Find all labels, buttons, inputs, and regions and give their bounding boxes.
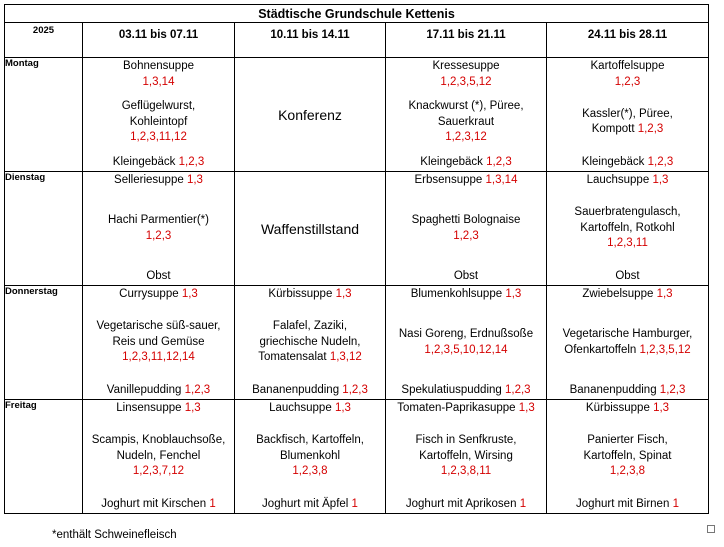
allergen-codes: 1,2,3 bbox=[659, 383, 686, 396]
soup-name: Blumenkohlsuppe bbox=[410, 288, 503, 300]
main-dish-line: Fisch in Senfkruste, bbox=[415, 434, 517, 447]
menu-cell bbox=[547, 286, 709, 400]
soup-name: Tomaten-Paprikasuppe bbox=[397, 402, 516, 414]
soup-name: Bohnensuppe bbox=[123, 60, 194, 72]
allergen-codes: 1,3 bbox=[186, 174, 203, 186]
allergen-codes: 1,2,3,8 bbox=[292, 465, 328, 478]
allergen-codes: 1,2,3 bbox=[178, 155, 205, 168]
dessert-name: Kleingebäck bbox=[112, 155, 176, 168]
week-header: 10.11 bis 14.11 bbox=[235, 23, 386, 58]
day-row bbox=[5, 400, 709, 514]
main-dish bbox=[399, 327, 533, 358]
main-dish bbox=[583, 433, 671, 480]
dessert-name: Spekulatiuspudding bbox=[401, 383, 502, 396]
main-dish-line: Falafel, Zaziki, bbox=[272, 320, 348, 333]
dessert-name: Obst bbox=[615, 269, 640, 282]
menu-cell-content bbox=[386, 400, 546, 513]
soup-name: Lauchsuppe bbox=[586, 174, 650, 186]
main-dish bbox=[92, 433, 226, 480]
main-dish bbox=[574, 205, 680, 252]
week-header: 03.11 bis 07.11 bbox=[83, 23, 235, 58]
menu-cell bbox=[83, 172, 235, 286]
soup bbox=[432, 59, 499, 90]
main-dish-line: Tomatensalat bbox=[258, 351, 327, 364]
soup bbox=[114, 173, 203, 189]
allergen-codes: 1,2,3 bbox=[184, 383, 211, 396]
dessert bbox=[406, 497, 526, 513]
day-rows bbox=[5, 58, 709, 514]
allergen-codes: 1,2,3,11,12,14 bbox=[122, 351, 195, 364]
day-row bbox=[5, 58, 709, 172]
allergen-codes: 1 bbox=[209, 497, 216, 510]
soup-name: Erbsensuppe bbox=[414, 174, 483, 186]
dessert-name: Joghurt mit Birnen bbox=[576, 497, 670, 510]
soup bbox=[268, 287, 351, 303]
allergen-codes: 1 bbox=[351, 497, 358, 510]
week-header: 24.11 bis 28.11 bbox=[547, 23, 709, 58]
main-dish-line: Sauerkraut bbox=[437, 115, 495, 128]
menu-cell bbox=[83, 400, 235, 514]
menu-cell-content bbox=[83, 58, 234, 171]
allergen-codes: 1,2,3,8,11 bbox=[440, 465, 492, 478]
main-dish-line: Hachi Parmentier(*) bbox=[108, 214, 209, 226]
day-name: Freitag bbox=[5, 400, 83, 514]
dessert-name: Kleingebäck bbox=[581, 155, 645, 168]
menu-cell-content bbox=[547, 286, 708, 399]
soup bbox=[591, 59, 665, 90]
day-name: Montag bbox=[5, 58, 83, 172]
dessert bbox=[454, 269, 478, 285]
allergen-codes: 1,3 bbox=[335, 288, 352, 300]
menu-cell bbox=[386, 286, 547, 400]
menu-cell bbox=[547, 400, 709, 514]
menu-cell bbox=[547, 58, 709, 172]
dessert bbox=[401, 383, 530, 399]
main-dish bbox=[108, 213, 209, 244]
soup-name: Linsensuppe bbox=[116, 402, 182, 414]
menu-cell-content bbox=[386, 172, 546, 285]
allergen-codes: 1,3,14 bbox=[485, 174, 518, 186]
menu-cell-content bbox=[386, 286, 546, 399]
menu-cell-content bbox=[547, 58, 708, 171]
day-row bbox=[5, 286, 709, 400]
dessert-name: Obst bbox=[453, 269, 479, 282]
dessert bbox=[420, 155, 511, 171]
main-dish bbox=[416, 433, 517, 480]
allergen-codes: 1,3 bbox=[184, 402, 201, 414]
allergen-codes: 1,3 bbox=[656, 288, 673, 300]
soup-name: Kartoffelsuppe bbox=[590, 60, 665, 72]
main-dish bbox=[408, 99, 523, 146]
dessert bbox=[615, 269, 639, 285]
dessert bbox=[582, 155, 673, 171]
allergen-codes: 1,2,3 bbox=[145, 229, 172, 242]
menu-cell-content bbox=[547, 400, 708, 513]
menu-cell bbox=[386, 58, 547, 172]
week-header: 17.11 bis 21.11 bbox=[386, 23, 547, 58]
main-dish bbox=[256, 433, 364, 480]
allergen-codes: 1,3,12 bbox=[329, 351, 362, 364]
allergen-codes: 1,2,3,5,12 bbox=[639, 343, 691, 356]
day-name: Donnerstag bbox=[5, 286, 83, 400]
menu-cell bbox=[547, 172, 709, 286]
main-dish-line: Reis und Gemüse bbox=[112, 335, 205, 348]
menu-table bbox=[4, 4, 709, 514]
dessert-name: Joghurt mit Aprikosen bbox=[405, 497, 517, 510]
soup-name: Kürbissuppe bbox=[585, 402, 650, 414]
dessert bbox=[101, 497, 215, 513]
dessert bbox=[146, 269, 170, 285]
main-dish bbox=[412, 213, 521, 244]
allergen-codes: 1,3 bbox=[505, 288, 522, 300]
main-dish-line: Kohleintopf bbox=[129, 115, 188, 128]
menu-cell bbox=[386, 172, 547, 286]
main-dish-line: griechische Nudeln, bbox=[259, 335, 361, 348]
soup bbox=[119, 287, 198, 303]
document-title: Städtische Grundschule Kettenis bbox=[5, 5, 709, 23]
dessert bbox=[113, 155, 204, 171]
year-header: 2025 bbox=[5, 23, 83, 58]
event-cell bbox=[235, 58, 386, 172]
main-dish-line: Blumenkohl bbox=[279, 449, 341, 462]
soup bbox=[415, 173, 518, 189]
event-text: Waffenstillstand bbox=[260, 220, 360, 237]
allergen-codes: 1,2,3,5,12 bbox=[440, 75, 492, 88]
dessert bbox=[252, 383, 368, 399]
dessert-name: Kleingebäck bbox=[420, 155, 483, 168]
menu-cell bbox=[235, 400, 386, 514]
soup bbox=[123, 59, 194, 90]
menu-cell bbox=[235, 286, 386, 400]
allergen-codes: 1,3,14 bbox=[142, 75, 175, 88]
soup-name: Lauchsuppe bbox=[269, 402, 332, 414]
menu-cell-content bbox=[235, 286, 385, 399]
main-dish bbox=[563, 327, 693, 358]
main-dish-line: Vegetarische süß-sauer, bbox=[96, 320, 221, 333]
dessert bbox=[262, 497, 358, 513]
main-dish-line: Kassler(*), Püree, bbox=[582, 107, 673, 120]
allergen-codes: 1,2,3 bbox=[614, 75, 641, 88]
allergen-codes: 1,2,3 bbox=[505, 383, 531, 396]
soup-name: Kürbissuppe bbox=[268, 288, 333, 300]
dessert bbox=[576, 497, 679, 513]
main-dish-line: Kartoffeln, Spinat bbox=[583, 449, 672, 462]
main-dish-line: Kompott bbox=[591, 123, 635, 136]
main-dish-line: Sauerbratengulasch, bbox=[574, 206, 681, 219]
allergen-codes: 1,3 bbox=[518, 402, 535, 414]
main-dish bbox=[582, 107, 673, 138]
allergen-codes: 1 bbox=[519, 497, 527, 510]
main-dish-line: Ofenkartoffeln bbox=[564, 343, 637, 356]
menu-cell-content bbox=[83, 400, 234, 513]
menu-cell-content bbox=[386, 58, 546, 171]
main-dish-line: Spaghetti Bolognaise bbox=[411, 214, 521, 226]
dessert bbox=[107, 383, 210, 399]
soup bbox=[397, 401, 534, 417]
event-text: Konferenz bbox=[278, 106, 342, 123]
main-dish-line: Nasi Goreng, Erdnußsoße bbox=[398, 328, 534, 340]
soup-name: Zwiebelsuppe bbox=[582, 288, 654, 300]
menu-cell-content bbox=[83, 172, 234, 285]
soup bbox=[582, 287, 672, 303]
allergen-codes: 1,2,3 bbox=[647, 155, 674, 168]
menu-cell-content bbox=[83, 286, 234, 399]
main-dish bbox=[96, 319, 220, 366]
soup-name: Selleriesuppe bbox=[114, 174, 184, 186]
menu-cell-content bbox=[235, 400, 385, 513]
allergen-codes: 1,3 bbox=[334, 402, 351, 414]
allergen-codes: 1,2,3,11 bbox=[607, 237, 648, 250]
main-dish-line: Nudeln, Fenchel bbox=[116, 449, 201, 462]
menu-cell bbox=[386, 400, 547, 514]
soup-name: Kressesuppe bbox=[432, 60, 500, 72]
main-dish-line: Vegetarische Hamburger, bbox=[562, 328, 693, 340]
soup bbox=[116, 401, 200, 417]
menu-cell bbox=[83, 286, 235, 400]
allergen-codes: 1,2,3,5,10,12,14 bbox=[424, 343, 508, 356]
menu-cell-content bbox=[547, 172, 708, 285]
allergen-codes: 1,3 bbox=[653, 402, 670, 414]
allergen-codes: 1,2,3 bbox=[486, 155, 512, 168]
soup-name: Currysuppe bbox=[119, 288, 179, 300]
soup bbox=[269, 401, 351, 417]
event-cell bbox=[235, 172, 386, 286]
allergen-codes: 1,2,3 bbox=[342, 383, 368, 396]
allergen-codes: 1,2,3 bbox=[637, 123, 664, 136]
menu-cell bbox=[83, 58, 235, 172]
main-dish bbox=[122, 99, 196, 146]
allergen-codes: 1,2,3,7,12 bbox=[132, 465, 185, 478]
allergen-codes: 1 bbox=[672, 497, 679, 510]
dessert-name: Vanillepudding bbox=[106, 383, 182, 396]
allergen-codes: 1,3 bbox=[181, 288, 198, 300]
allergen-codes: 1,3 bbox=[652, 174, 669, 186]
dessert bbox=[570, 383, 686, 399]
allergen-codes: 1,2,3,12 bbox=[445, 131, 487, 143]
footnote: *enthält Schweinefleisch bbox=[52, 529, 177, 541]
day-name: Dienstag bbox=[5, 172, 83, 286]
main-dish-line: Kartoffeln, Wirsing bbox=[419, 449, 513, 462]
main-dish bbox=[258, 319, 362, 366]
allergen-codes: 1,2,3,8 bbox=[609, 465, 646, 478]
main-dish-line: Geflügelwurst, bbox=[121, 100, 196, 112]
dessert-name: Joghurt mit Äpfel bbox=[262, 497, 349, 510]
dessert-name: Bananenpudding bbox=[252, 383, 340, 396]
main-dish-line: Scampis, Knoblauchsoße, bbox=[91, 434, 226, 447]
soup bbox=[411, 287, 522, 303]
dessert-name: Joghurt mit Kirschen bbox=[101, 497, 207, 510]
main-dish-line: Backfisch, Kartoffeln, bbox=[256, 434, 364, 447]
main-dish-line: Knackwurst (*), Püree, bbox=[408, 100, 524, 112]
allergen-codes: 1,2,3,11,12 bbox=[130, 131, 187, 143]
main-dish-line: Kartoffeln, Rotkohl bbox=[580, 221, 675, 234]
allergen-codes: 1,2,3 bbox=[453, 229, 479, 242]
table-resize-handle[interactable] bbox=[707, 525, 715, 533]
main-dish-line: Panierter Fisch, bbox=[587, 434, 668, 447]
day-row bbox=[5, 172, 709, 286]
dessert-name: Bananenpudding bbox=[569, 383, 657, 396]
soup bbox=[586, 401, 669, 417]
dessert-name: Obst bbox=[146, 269, 171, 282]
soup bbox=[587, 173, 669, 189]
